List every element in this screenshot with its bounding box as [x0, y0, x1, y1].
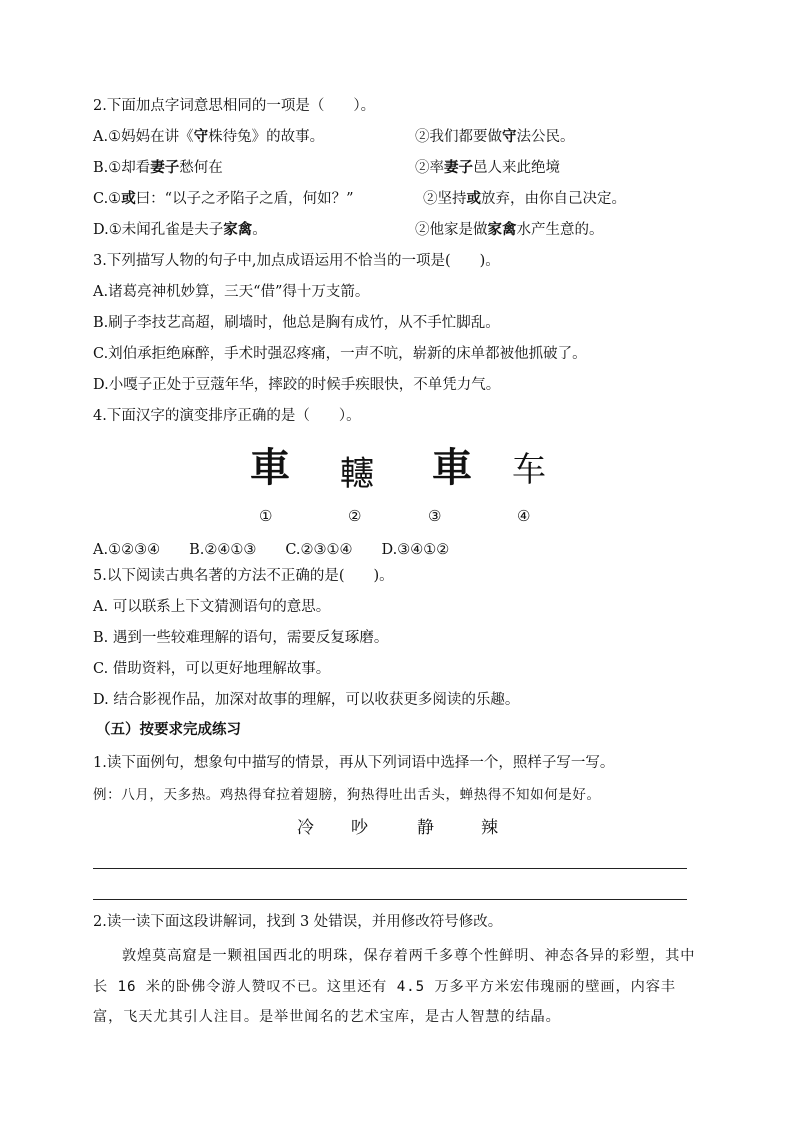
q3-option-c: C.刘伯承拒绝麻醉，手术时强忍疼痛，一声不吭，崭新的床单都被他抓破了。 — [93, 346, 587, 362]
q5-option-a: A. 可以联系上下文猜测语句的意思。 — [93, 599, 331, 615]
q2-a-dotted: 守 — [193, 128, 209, 145]
q2-c2-text-2: 放弃，由你自己决定。 — [481, 191, 626, 207]
q4-stem: 4.下面汉字的演变排序正确的是（ ）。 — [93, 408, 361, 424]
section-q2: 2.读一读下面这段讲解词，找到 3 处错误，并用修改符号修改。 — [93, 914, 503, 930]
section-q1: 1.读下面例句，想象句中描写的情景，再从下列词语中选择一个，照样子写一写。 — [93, 755, 615, 771]
q2-c2-dotted: 或 — [466, 190, 481, 207]
q2-d2-dotted: 家禽 — [487, 221, 517, 238]
q2-c-text-2: 曰：“以子之矛陷子之盾，何如？” — [135, 191, 354, 207]
q2-a-text: A.①妈妈在讲《 — [93, 129, 194, 145]
q2-option-a — [93, 127, 575, 147]
q2-option-d — [93, 220, 604, 240]
word-cold: 冷 — [297, 818, 314, 838]
glyph-number-1: ① — [259, 507, 273, 525]
word-spicy: 辣 — [481, 818, 498, 838]
q2-d-text: D.①未闻孔雀是夫子 — [93, 222, 224, 238]
q2-option-c — [93, 189, 626, 209]
q2-c2-text: ②坚持 — [423, 191, 467, 207]
q2-a2-text-2: 法公民。 — [516, 129, 575, 145]
character-glyph-1: 車 — [250, 444, 290, 491]
glyph-number-2: ② — [348, 507, 362, 525]
q4-options: A.①②③④ B.②④①③ C.②③①④ D.③④①② — [93, 542, 450, 558]
q2-c-text: C.① — [93, 191, 122, 207]
example-sentence: 例：八月，天多热。鸡热得耷拉着翅膀，狗热得吐出舌头，蝉热得不知如何是好。 — [93, 787, 601, 803]
q2-b-text: B.①却看 — [93, 160, 151, 176]
character-glyph-2: 𨏥 — [340, 454, 374, 494]
answer-line-1[interactable] — [93, 868, 687, 869]
q3-option-a: A.诸葛亮神机妙算，三天“借”得十万支箭。 — [93, 284, 370, 300]
word-quiet: 静 — [417, 818, 434, 838]
glyph-number-3: ③ — [428, 507, 442, 525]
q2-a-text-2: 株待兔》的故事。 — [208, 129, 325, 145]
q2-stem: 2.下面加点字词意思相同的一项是（ ）。 — [93, 98, 376, 114]
character-glyph-4: 车 — [512, 450, 546, 490]
q3-option-d: D.小嘎子正处于豆蔻年华，摔跤的时候手疾眼快，不单凭力气。 — [93, 377, 501, 393]
q2-d2-text: ②他家是做 — [415, 222, 488, 238]
q3-option-b: B.刷子李技艺高超，刷墙时，他总是胸有成竹，从不手忙脚乱。 — [93, 315, 500, 331]
commentary-paragraph: 敦煌莫高窟是一颗祖国西北的明珠，保存着两千多尊个性鲜明、神态各异的彩塑，其中长 16 米的卧佛令游人赞叹不已。这里还有 4.5 万多平方米宏伟瑰丽的壁画，内容丰富，飞天尤其引人注目。是举世闻名的艺术宝库，是古人智慧的结晶。 — [93, 948, 696, 1025]
q5-option-c: C. 借助资料，可以更好地理解故事。 — [93, 661, 331, 677]
character-glyph-3: 車 — [432, 444, 472, 491]
q2-b2-text-2: 邑人来此绝境 — [473, 160, 560, 176]
q2-b2-dotted: 妻子 — [444, 159, 473, 176]
q2-b-dotted: 妻子 — [150, 159, 180, 176]
q2-d-dotted: 家禽 — [223, 221, 253, 238]
q2-a2-dotted: 守 — [502, 128, 517, 145]
q5-option-d: D. 结合影视作品，加深对故事的理解，可以收获更多阅读的乐趣。 — [93, 692, 520, 708]
word-noisy: 吵 — [351, 818, 368, 838]
glyph-number-4: ④ — [517, 507, 531, 525]
q2-option-b — [93, 158, 560, 178]
q2-d-text-2: 。 — [252, 222, 267, 238]
q2-c-dotted: 或 — [121, 190, 136, 207]
q5-option-b: B. 遇到一些较难理解的语句，需要反复琢磨。 — [93, 630, 389, 646]
q5-stem: 5.以下阅读古典名著的方法不正确的是( )。 — [93, 568, 394, 584]
q2-d2-text-2: 水产生意的。 — [516, 222, 604, 238]
q3-stem: 3.下列描写人物的句子中,加点成语运用不恰当的一项是( )。 — [93, 253, 500, 269]
section-heading: （五）按要求完成练习 — [96, 721, 241, 738]
q2-a2-text: ②我们都要做 — [415, 129, 502, 145]
q2-b-text-2: 愁何在 — [179, 160, 223, 176]
answer-line-2[interactable] — [93, 899, 687, 900]
q2-b2-text: ②率 — [415, 160, 444, 176]
